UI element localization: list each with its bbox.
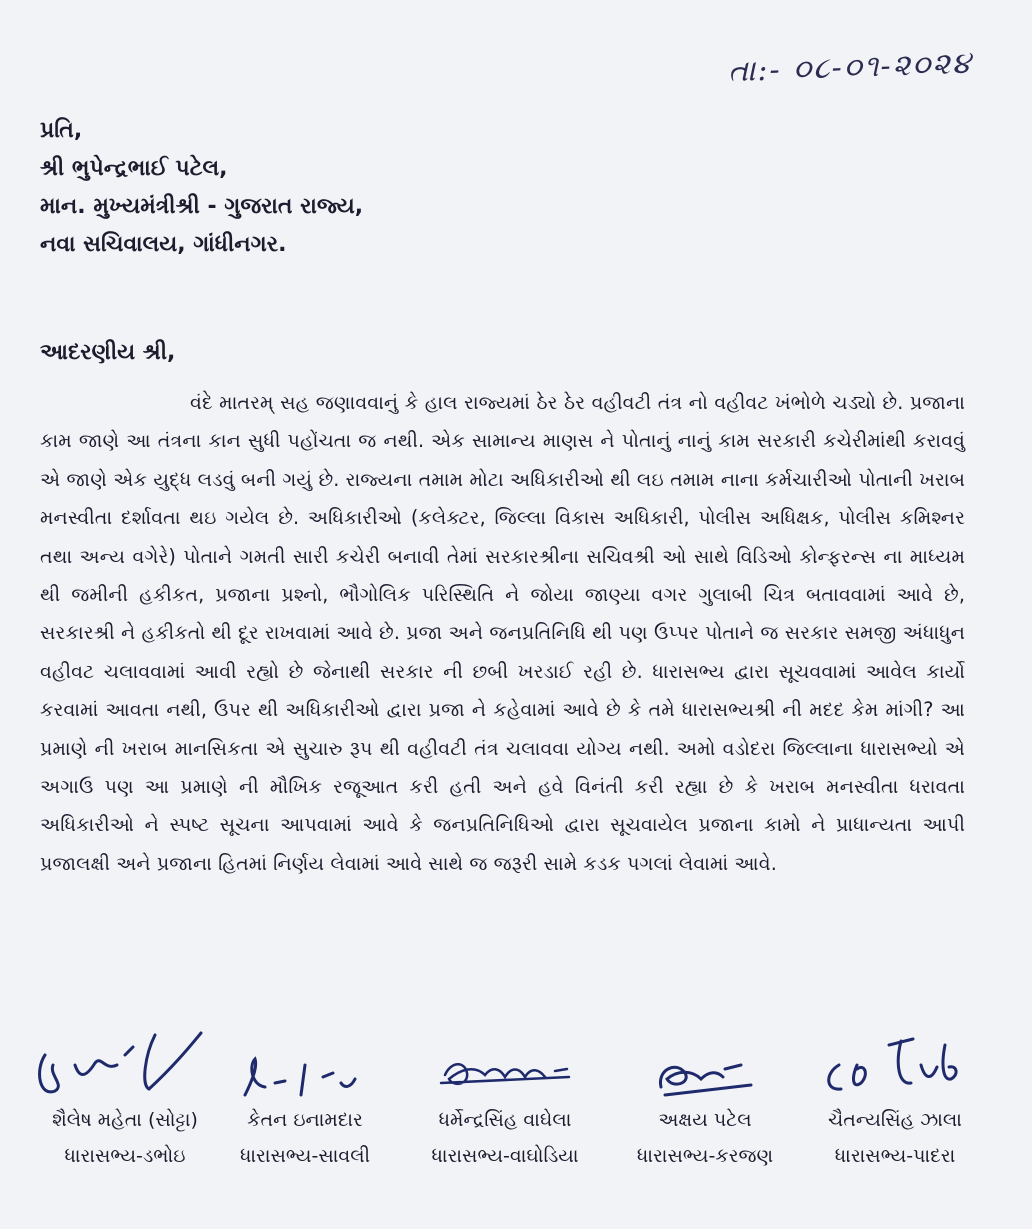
- signatory-name: ધર્મેન્દ્રસિંહ વાઘેલા: [438, 1109, 572, 1131]
- signature-mark: [605, 1025, 805, 1103]
- signature-mark: [25, 1025, 225, 1103]
- signature-mark: [405, 1025, 605, 1103]
- signatory-block: [405, 1025, 605, 1167]
- recipient-address: [40, 112, 363, 264]
- signature-mark: [205, 1025, 405, 1103]
- signatory-role: ધારાસભ્ય-કરજણ: [636, 1145, 774, 1167]
- signatory-name: ચૈતન્યસિંહ ઝાલા: [828, 1109, 962, 1131]
- body-paragraph: વંદે માતરમ્ સહ જણાવવાનું કે હાલ રાજ્યમાં ઠેર ઠેર વહીવટી તંત્ર નો વહીવટ ખંભોળે ચડ્યો છે. પ્રજાના કામ જાણે આ તંત્રના કાન સુધી પહોંચતા જ નથી. એક સામાન્ય માણસ ને પોતાનું નાનું કામ સરકારી કચેરીમાંથી કરાવવું એ જાણે એક યુદ્ધ લડવું બની ગયું છે. રાજ્યના તમામ મોટા અધિકારીઓ થી લઇ તમામ નાના કર્મચારીઓ પોતાની ખરાબ મનસ્વીતા દર્શાવતા થઇ ગયેલ છે. અધિકારીઓ (કલેક્ટર, જિલ્લા વિકાસ અધિકારી, પોલીસ અધિક્ષક, પોલીસ કમિશ્નર તથા અન્ય વગેરે) પોતાને ગમતી સારી કચેરી બનાવી તેમાં સરકારશ્રીના સચિવશ્રી ઓ સાથે વિડિઓ કોન્ફરન્સ ના માધ્યમ થી જમીની હકીકત, પ્રજાના પ્રશ્નો, ભૌગોલિક પરિસ્થિતિ ને જોયા જાણ્યા વગર ગુલાબી ચિત્ર બતાવવામાં આવે છે, સરકારશ્રી ને હકીકતો થી દૂર રાખવામાં આવે છે. પ્રજા અને જનપ્રતિનિધિ થી પણ ઉપ્પર પોતાને જ સરકાર સમજી અંધાધુન વહીવટ ચલાવવામાં આવી રહ્યો છે જેનાથી સરકાર ની છબી ખરડાઈ રહી છે. ધારાસભ્ય દ્વારા સૂચવવામાં આવેલ કાર્યો કરવામાં આવતા નથી, ઉપર થી અધિકારીઓ દ્વારા પ્રજા ને કહેવામાં આવે છે કે તમે ધારાસભ્યશ્રી ની મદદ કેમ માંગી? આ પ્રમાણે ની ખરાબ માનસિકતા એ સુચારુ રૂપ થી વહીવટી તંત્ર ચલાવવા યોગ્ય નથી. અમો વડોદરા જિલ્લાના ધારાસભ્યો એ અગાઉ પણ આ પ્રમાણે ની મૌખિક રજૂઆત કરી હતી અને હવે વિનંતી કરી રહ્યા છે કે ખરાબ મનસ્વીતા ધરાવતા અધિકારીઓ ને સ્પષ્ટ સૂચના આપવામાં આવે કે જનપ્રતિનિધિઓ દ્વારા સૂચવાયેલ પ્રજાના કામો ને પ્રાધાન્યતા આપી પ્રજાલક્ષી અને પ્રજાના હિતમાં નિર્ણય લેવામાં આવે સાથે જ જરૂરી સામે કડક પગલાં લેવામાં આવે.: [40, 391, 965, 875]
- signature-section: [0, 1025, 1032, 1175]
- signatory-block: [605, 1025, 805, 1167]
- signatory-name: કેતન ઇનામદાર: [247, 1109, 363, 1131]
- address-line: નવા સચિવાલય, ગાંધીનગર.: [40, 232, 287, 257]
- salutation: આદરણીય શ્રી,: [40, 340, 176, 365]
- address-line: પ્રતિ,: [40, 118, 83, 143]
- address-line: શ્રી ભુપેન્દ્રભાઈ પટેલ,: [40, 156, 228, 181]
- handwritten-date: તા:- ૦૮-૦૧-૨૦૨૪: [727, 45, 974, 90]
- signatory-block: [205, 1025, 405, 1167]
- signatory-name: શૈલેષ મહેતા (સોટ્ટા): [52, 1109, 198, 1131]
- signatory-block: [795, 1025, 995, 1167]
- signature-mark: [795, 1025, 995, 1103]
- signatory-name: અક્ષય પટેલ: [658, 1109, 752, 1131]
- letter-body: [40, 384, 965, 883]
- signatory-role: ધારાસભ્ય-પાદરા: [834, 1145, 956, 1167]
- address-line: માન. મુખ્યમંત્રીશ્રી - ગુજરાત રાજ્ય,: [40, 194, 364, 219]
- signatory-role: ધારાસભ્ય-ડભોઇ: [64, 1145, 186, 1167]
- signatory-role: ધારાસભ્ય-વાઘોડિયા: [431, 1145, 579, 1167]
- signatory-block: [25, 1025, 225, 1167]
- signatory-role: ધારાસભ્ય-સાવલી: [239, 1145, 371, 1167]
